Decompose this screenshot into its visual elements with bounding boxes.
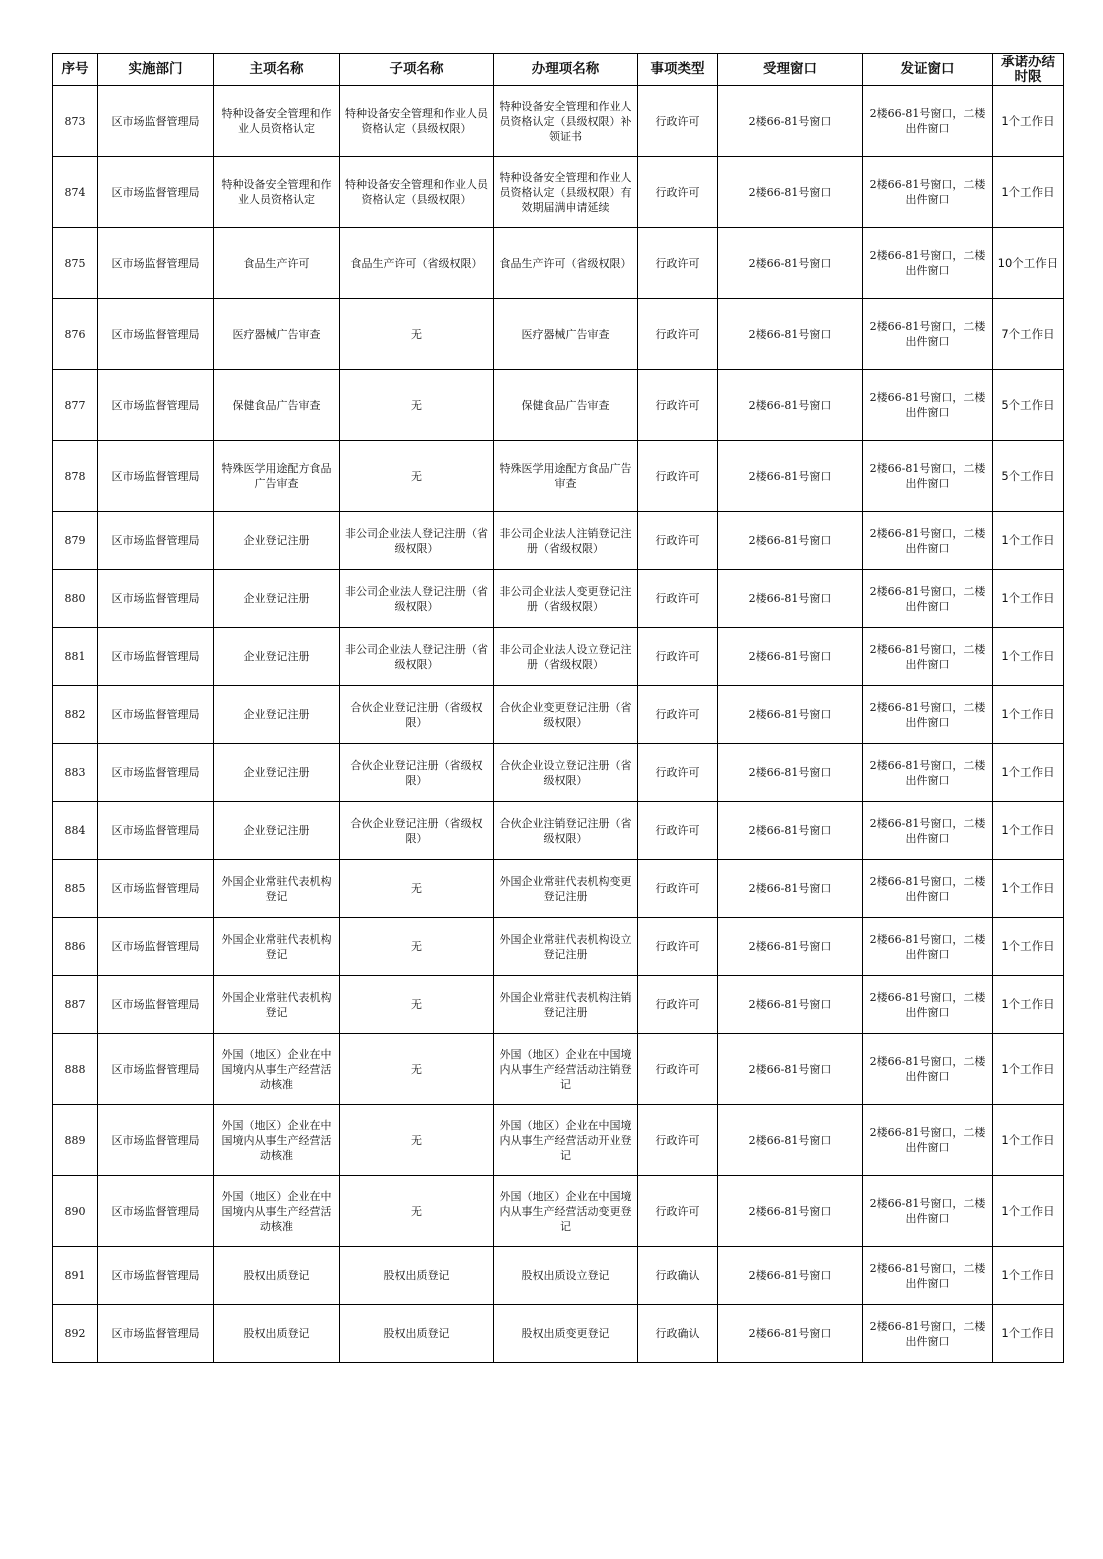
cell-handling-item: 合伙企业注销登记注册（省级权限）: [494, 802, 638, 860]
cell-main-item: 外国企业常驻代表机构登记: [214, 918, 340, 976]
cell-time-limit: 1个工作日: [993, 860, 1064, 918]
cell-sub-item: 无: [340, 976, 494, 1034]
table-row: [53, 976, 1064, 1034]
table-row: [53, 918, 1064, 976]
cell-time-limit: 1个工作日: [993, 157, 1064, 228]
cell-issue-window: 2楼66-81号窗口，二楼出件窗口: [863, 802, 993, 860]
cell-item-type: 行政许可: [638, 570, 718, 628]
cell-time-limit: 5个工作日: [993, 370, 1064, 441]
cell-sub-item: 合伙企业登记注册（省级权限）: [340, 686, 494, 744]
cell-no: 878: [53, 441, 98, 512]
cell-handling-item: 外国（地区）企业在中国境内从事生产经营活动开业登记: [494, 1105, 638, 1176]
cell-main-item: 企业登记注册: [214, 628, 340, 686]
cell-item-type: 行政许可: [638, 802, 718, 860]
cell-main-item: 企业登记注册: [214, 802, 340, 860]
header-handling-item: 办理项名称: [494, 54, 638, 86]
cell-issue-window: 2楼66-81号窗口，二楼出件窗口: [863, 744, 993, 802]
cell-accept-window: 2楼66-81号窗口: [718, 976, 863, 1034]
header-main-item: 主项名称: [214, 54, 340, 86]
cell-no: 881: [53, 628, 98, 686]
cell-accept-window: 2楼66-81号窗口: [718, 441, 863, 512]
cell-time-limit: 1个工作日: [993, 744, 1064, 802]
cell-handling-item: 合伙企业设立登记注册（省级权限）: [494, 744, 638, 802]
cell-dept: 区市场监督管理局: [98, 1176, 214, 1247]
cell-dept: 区市场监督管理局: [98, 370, 214, 441]
cell-no: 874: [53, 157, 98, 228]
cell-main-item: 外国企业常驻代表机构登记: [214, 860, 340, 918]
cell-issue-window: 2楼66-81号窗口，二楼出件窗口: [863, 370, 993, 441]
cell-accept-window: 2楼66-81号窗口: [718, 370, 863, 441]
cell-item-type: 行政确认: [638, 1305, 718, 1363]
cell-issue-window: 2楼66-81号窗口，二楼出件窗口: [863, 1305, 993, 1363]
cell-main-item: 企业登记注册: [214, 686, 340, 744]
cell-time-limit: 1个工作日: [993, 976, 1064, 1034]
cell-time-limit: 1个工作日: [993, 570, 1064, 628]
cell-accept-window: 2楼66-81号窗口: [718, 1247, 863, 1305]
cell-accept-window: 2楼66-81号窗口: [718, 744, 863, 802]
cell-main-item: 企业登记注册: [214, 570, 340, 628]
cell-dept: 区市场监督管理局: [98, 1034, 214, 1105]
cell-handling-item: 保健食品广告审查: [494, 370, 638, 441]
cell-sub-item: 无: [340, 918, 494, 976]
cell-sub-item: 合伙企业登记注册（省级权限）: [340, 802, 494, 860]
header-issue-window: 发证窗口: [863, 54, 993, 86]
header-sub-item: 子项名称: [340, 54, 494, 86]
cell-item-type: 行政确认: [638, 1247, 718, 1305]
cell-handling-item: 外国企业常驻代表机构注销登记注册: [494, 976, 638, 1034]
cell-issue-window: 2楼66-81号窗口，二楼出件窗口: [863, 1105, 993, 1176]
cell-issue-window: 2楼66-81号窗口，二楼出件窗口: [863, 512, 993, 570]
table-row: [53, 802, 1064, 860]
cell-item-type: 行政许可: [638, 512, 718, 570]
cell-handling-item: 特殊医学用途配方食品广告审查: [494, 441, 638, 512]
cell-sub-item: 无: [340, 441, 494, 512]
cell-dept: 区市场监督管理局: [98, 512, 214, 570]
cell-main-item: 外国企业常驻代表机构登记: [214, 976, 340, 1034]
cell-handling-item: 特种设备安全管理和作业人员资格认定（县级权限）有效期届满申请延续: [494, 157, 638, 228]
cell-no: 877: [53, 370, 98, 441]
table-row: [53, 370, 1064, 441]
cell-sub-item: 食品生产许可（省级权限）: [340, 228, 494, 299]
table-row: [53, 1247, 1064, 1305]
cell-no: 886: [53, 918, 98, 976]
cell-main-item: 食品生产许可: [214, 228, 340, 299]
cell-time-limit: 5个工作日: [993, 441, 1064, 512]
table-row: [53, 686, 1064, 744]
cell-time-limit: 1个工作日: [993, 918, 1064, 976]
cell-dept: 区市场监督管理局: [98, 299, 214, 370]
cell-main-item: 特殊医学用途配方食品广告审查: [214, 441, 340, 512]
cell-sub-item: 无: [340, 370, 494, 441]
cell-time-limit: 1个工作日: [993, 1305, 1064, 1363]
table-row: [53, 1105, 1064, 1176]
cell-handling-item: 外国企业常驻代表机构变更登记注册: [494, 860, 638, 918]
cell-accept-window: 2楼66-81号窗口: [718, 628, 863, 686]
table-row: [53, 512, 1064, 570]
cell-dept: 区市场监督管理局: [98, 918, 214, 976]
cell-item-type: 行政许可: [638, 628, 718, 686]
cell-accept-window: 2楼66-81号窗口: [718, 299, 863, 370]
cell-no: 891: [53, 1247, 98, 1305]
cell-accept-window: 2楼66-81号窗口: [718, 1305, 863, 1363]
cell-dept: 区市场监督管理局: [98, 86, 214, 157]
header-time-limit: [993, 54, 1064, 86]
cell-handling-item: 外国（地区）企业在中国境内从事生产经营活动注销登记: [494, 1034, 638, 1105]
cell-no: 880: [53, 570, 98, 628]
cell-accept-window: 2楼66-81号窗口: [718, 512, 863, 570]
table-row: [53, 744, 1064, 802]
table-row: [53, 570, 1064, 628]
cell-handling-item: 股权出质变更登记: [494, 1305, 638, 1363]
cell-handling-item: 医疗器械广告审查: [494, 299, 638, 370]
cell-sub-item: 特种设备安全管理和作业人员资格认定（县级权限）: [340, 157, 494, 228]
cell-time-limit: 1个工作日: [993, 1034, 1064, 1105]
cell-issue-window: 2楼66-81号窗口，二楼出件窗口: [863, 628, 993, 686]
cell-handling-item: 特种设备安全管理和作业人员资格认定（县级权限）补领证书: [494, 86, 638, 157]
cell-accept-window: 2楼66-81号窗口: [718, 228, 863, 299]
cell-no: 887: [53, 976, 98, 1034]
cell-issue-window: 2楼66-81号窗口，二楼出件窗口: [863, 686, 993, 744]
cell-main-item: 外国（地区）企业在中国境内从事生产经营活动核准: [214, 1105, 340, 1176]
cell-main-item: 保健食品广告审查: [214, 370, 340, 441]
table-row: [53, 860, 1064, 918]
cell-no: 882: [53, 686, 98, 744]
cell-dept: 区市场监督管理局: [98, 744, 214, 802]
cell-main-item: 特种设备安全管理和作业人员资格认定: [214, 86, 340, 157]
cell-time-limit: 1个工作日: [993, 1105, 1064, 1176]
cell-handling-item: 非公司企业法人变更登记注册（省级权限）: [494, 570, 638, 628]
table-row: [53, 157, 1064, 228]
cell-dept: 区市场监督管理局: [98, 686, 214, 744]
cell-time-limit: 1个工作日: [993, 628, 1064, 686]
cell-handling-item: 股权出质设立登记: [494, 1247, 638, 1305]
cell-sub-item: 无: [340, 1176, 494, 1247]
cell-dept: 区市场监督管理局: [98, 1247, 214, 1305]
cell-issue-window: 2楼66-81号窗口，二楼出件窗口: [863, 441, 993, 512]
cell-accept-window: 2楼66-81号窗口: [718, 860, 863, 918]
cell-time-limit: 1个工作日: [993, 512, 1064, 570]
cell-main-item: 外国（地区）企业在中国境内从事生产经营活动核准: [214, 1034, 340, 1105]
cell-issue-window: 2楼66-81号窗口，二楼出件窗口: [863, 570, 993, 628]
cell-main-item: 特种设备安全管理和作业人员资格认定: [214, 157, 340, 228]
cell-sub-item: 非公司企业法人登记注册（省级权限）: [340, 628, 494, 686]
cell-time-limit: 1个工作日: [993, 802, 1064, 860]
cell-dept: 区市场监督管理局: [98, 628, 214, 686]
cell-issue-window: 2楼66-81号窗口，二楼出件窗口: [863, 976, 993, 1034]
cell-dept: 区市场监督管理局: [98, 802, 214, 860]
cell-item-type: 行政许可: [638, 157, 718, 228]
cell-no: 876: [53, 299, 98, 370]
cell-item-type: 行政许可: [638, 1105, 718, 1176]
cell-dept: 区市场监督管理局: [98, 228, 214, 299]
cell-main-item: 企业登记注册: [214, 512, 340, 570]
cell-main-item: 外国（地区）企业在中国境内从事生产经营活动核准: [214, 1176, 340, 1247]
table-row: [53, 299, 1064, 370]
cell-accept-window: 2楼66-81号窗口: [718, 157, 863, 228]
cell-issue-window: 2楼66-81号窗口，二楼出件窗口: [863, 860, 993, 918]
cell-dept: 区市场监督管理局: [98, 860, 214, 918]
cell-dept: 区市场监督管理局: [98, 976, 214, 1034]
cell-dept: 区市场监督管理局: [98, 157, 214, 228]
cell-accept-window: 2楼66-81号窗口: [718, 570, 863, 628]
cell-item-type: 行政许可: [638, 370, 718, 441]
cell-time-limit: 7个工作日: [993, 299, 1064, 370]
cell-sub-item: 无: [340, 1034, 494, 1105]
header-no: 序号: [53, 54, 98, 86]
cell-main-item: 医疗器械广告审查: [214, 299, 340, 370]
cell-item-type: 行政许可: [638, 686, 718, 744]
cell-sub-item: 股权出质登记: [340, 1247, 494, 1305]
table-row: [53, 1305, 1064, 1363]
header-item-type: 事项类型: [638, 54, 718, 86]
cell-dept: 区市场监督管理局: [98, 441, 214, 512]
cell-item-type: 行政许可: [638, 918, 718, 976]
cell-time-limit: 10个工作日: [993, 228, 1064, 299]
cell-item-type: 行政许可: [638, 441, 718, 512]
cell-sub-item: 特种设备安全管理和作业人员资格认定（县级权限）: [340, 86, 494, 157]
cell-item-type: 行政许可: [638, 299, 718, 370]
cell-main-item: 股权出质登记: [214, 1247, 340, 1305]
cell-dept: 区市场监督管理局: [98, 570, 214, 628]
cell-sub-item: 无: [340, 299, 494, 370]
cell-item-type: 行政许可: [638, 744, 718, 802]
cell-item-type: 行政许可: [638, 1034, 718, 1105]
header-dept: 实施部门: [98, 54, 214, 86]
cell-issue-window: 2楼66-81号窗口，二楼出件窗口: [863, 1176, 993, 1247]
cell-sub-item: 合伙企业登记注册（省级权限）: [340, 744, 494, 802]
cell-item-type: 行政许可: [638, 86, 718, 157]
cell-issue-window: 2楼66-81号窗口，二楼出件窗口: [863, 1034, 993, 1105]
cell-time-limit: 1个工作日: [993, 686, 1064, 744]
table-row: [53, 441, 1064, 512]
cell-handling-item: 合伙企业变更登记注册（省级权限）: [494, 686, 638, 744]
cell-time-limit: 1个工作日: [993, 1247, 1064, 1305]
cell-no: 879: [53, 512, 98, 570]
cell-time-limit: 1个工作日: [993, 86, 1064, 157]
cell-handling-item: 外国（地区）企业在中国境内从事生产经营活动变更登记: [494, 1176, 638, 1247]
cell-item-type: 行政许可: [638, 860, 718, 918]
cell-accept-window: 2楼66-81号窗口: [718, 86, 863, 157]
cell-item-type: 行政许可: [638, 228, 718, 299]
cell-accept-window: 2楼66-81号窗口: [718, 802, 863, 860]
cell-issue-window: 2楼66-81号窗口，二楼出件窗口: [863, 157, 993, 228]
cell-sub-item: 无: [340, 860, 494, 918]
cell-sub-item: 无: [340, 1105, 494, 1176]
cell-handling-item: 非公司企业法人设立登记注册（省级权限）: [494, 628, 638, 686]
service-items-table: [52, 53, 1064, 1363]
cell-accept-window: 2楼66-81号窗口: [718, 918, 863, 976]
cell-accept-window: 2楼66-81号窗口: [718, 686, 863, 744]
table-row: [53, 86, 1064, 157]
cell-dept: 区市场监督管理局: [98, 1305, 214, 1363]
cell-main-item: 股权出质登记: [214, 1305, 340, 1363]
cell-accept-window: 2楼66-81号窗口: [718, 1105, 863, 1176]
header-accept-window: 受理窗口: [718, 54, 863, 86]
cell-issue-window: 2楼66-81号窗口，二楼出件窗口: [863, 1247, 993, 1305]
cell-main-item: 企业登记注册: [214, 744, 340, 802]
cell-sub-item: 非公司企业法人登记注册（省级权限）: [340, 570, 494, 628]
cell-no: 885: [53, 860, 98, 918]
cell-sub-item: 非公司企业法人登记注册（省级权限）: [340, 512, 494, 570]
table-row: [53, 228, 1064, 299]
cell-no: 889: [53, 1105, 98, 1176]
cell-dept: 区市场监督管理局: [98, 1105, 214, 1176]
cell-issue-window: 2楼66-81号窗口，二楼出件窗口: [863, 228, 993, 299]
cell-item-type: 行政许可: [638, 1176, 718, 1247]
cell-no: 884: [53, 802, 98, 860]
table-row: [53, 1034, 1064, 1105]
cell-no: 873: [53, 86, 98, 157]
cell-sub-item: 股权出质登记: [340, 1305, 494, 1363]
cell-no: 875: [53, 228, 98, 299]
header-time-limit-text: 承诺办结时限: [1001, 54, 1055, 85]
cell-item-type: 行政许可: [638, 976, 718, 1034]
table-row: [53, 628, 1064, 686]
cell-handling-item: 非公司企业法人注销登记注册（省级权限）: [494, 512, 638, 570]
cell-issue-window: 2楼66-81号窗口，二楼出件窗口: [863, 86, 993, 157]
cell-accept-window: 2楼66-81号窗口: [718, 1034, 863, 1105]
cell-no: 890: [53, 1176, 98, 1247]
header-row: [53, 54, 1064, 86]
cell-no: 888: [53, 1034, 98, 1105]
table-row: [53, 1176, 1064, 1247]
cell-no: 892: [53, 1305, 98, 1363]
cell-issue-window: 2楼66-81号窗口，二楼出件窗口: [863, 918, 993, 976]
cell-handling-item: 外国企业常驻代表机构设立登记注册: [494, 918, 638, 976]
cell-handling-item: 食品生产许可（省级权限）: [494, 228, 638, 299]
cell-issue-window: 2楼66-81号窗口，二楼出件窗口: [863, 299, 993, 370]
cell-accept-window: 2楼66-81号窗口: [718, 1176, 863, 1247]
cell-no: 883: [53, 744, 98, 802]
cell-time-limit: 1个工作日: [993, 1176, 1064, 1247]
